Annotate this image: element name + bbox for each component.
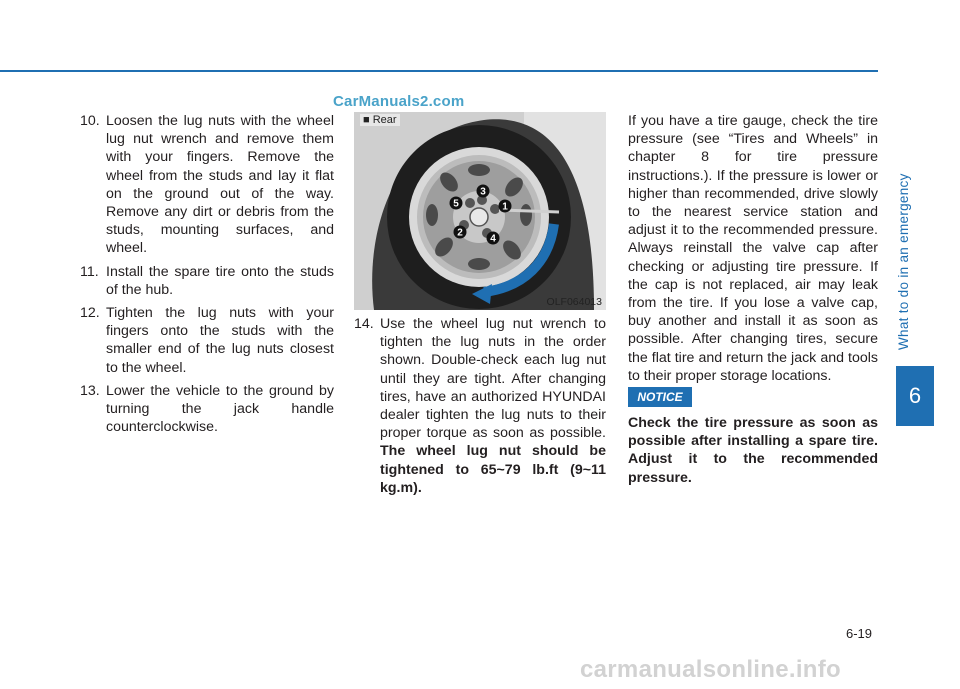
lug-number-2: 2 — [457, 227, 463, 239]
step-text: Tighten the lug nuts with your fingers onto the studs with the smaller end of the lug nuts closest to the wheel. — [106, 305, 334, 376]
step-11 — [80, 263, 334, 299]
chapter-number: 6 — [908, 383, 922, 408]
step-number: 11. — [80, 263, 99, 280]
step-number: 14. — [354, 316, 374, 332]
chapter-tab — [896, 366, 934, 426]
step-12 — [80, 304, 334, 377]
middle-column — [354, 315, 606, 502]
wheel-illustration — [354, 112, 606, 310]
right-column — [628, 112, 878, 385]
lug-number-4: 4 — [490, 233, 496, 245]
step-number: 12. — [80, 305, 100, 322]
figure-tag: ■ Rear — [360, 114, 400, 126]
step-number: 13. — [80, 382, 100, 399]
watermark-top[interactable]: CarManuals2.com — [333, 93, 465, 110]
lug-number-1: 1 — [502, 201, 508, 213]
step-text: Use the wheel lug nut wrench to tighten the lug nuts in the order shown. Double-check each lug nut until they are tight. After changing tires, have an authorized HYUNDAI dealer tighten the lug nuts to their proper torque as soon as possible. — [380, 316, 606, 442]
notice-badge: NOTICE — [628, 387, 692, 407]
torque-spec: The wheel lug nut should be tightened to 65~79 lb.ft (9~11 kg.m). — [380, 443, 606, 496]
watermark-bottom[interactable]: carmanualsonline.info — [580, 656, 842, 683]
step-14 — [354, 315, 606, 497]
section-title: What to do in an emergency — [896, 173, 911, 350]
page-number: 6-19 — [846, 626, 873, 641]
step-text: Loosen the lug nuts with the wheel lug nut wrench and remove them with your fingers. Remove the wheel from the studs and lay it flat on the ground out of the way. Remove any dirt or debris from the studs, mounting surfaces, and wheel. — [106, 113, 334, 257]
step-13 — [80, 382, 334, 437]
step-text: Lower the vehicle to the ground by turning the jack handle counterclockwise. — [106, 382, 334, 436]
wheel-drawing — [354, 112, 606, 310]
figure-code: OLF064013 — [546, 296, 602, 308]
step-text: Install the spare tire onto the studs of the hub. — [106, 263, 334, 298]
notice-text: Check the tire pressure as soon as possible after installing a spare tire. Adjust it to the recommended pressure. — [628, 415, 878, 486]
header-rule — [0, 70, 878, 72]
step-10 — [80, 112, 334, 258]
step-number: 10. — [80, 113, 100, 129]
lug-number-3: 3 — [480, 186, 486, 198]
tire-pressure-paragraph: If you have a tire gauge, check the tire pressure (see “Tires and Wheels” in chapter 8 for tire pressure instructions.). If the pressure is lower or higher than recommended, drive slowly to the nearest service station and adjust it to the recommended pressure. Always reinstall the valve cap after checking or adjusting tire pressure. If the cap is not replaced, air may leak from the tire. If you lose a valve cap, buy another and install it as soon as possible. After changing tires, secure the flat tire and return the jack and tools to their proper storage locations. — [628, 113, 878, 384]
left-column — [80, 112, 334, 441]
lug-number-5: 5 — [453, 198, 459, 210]
